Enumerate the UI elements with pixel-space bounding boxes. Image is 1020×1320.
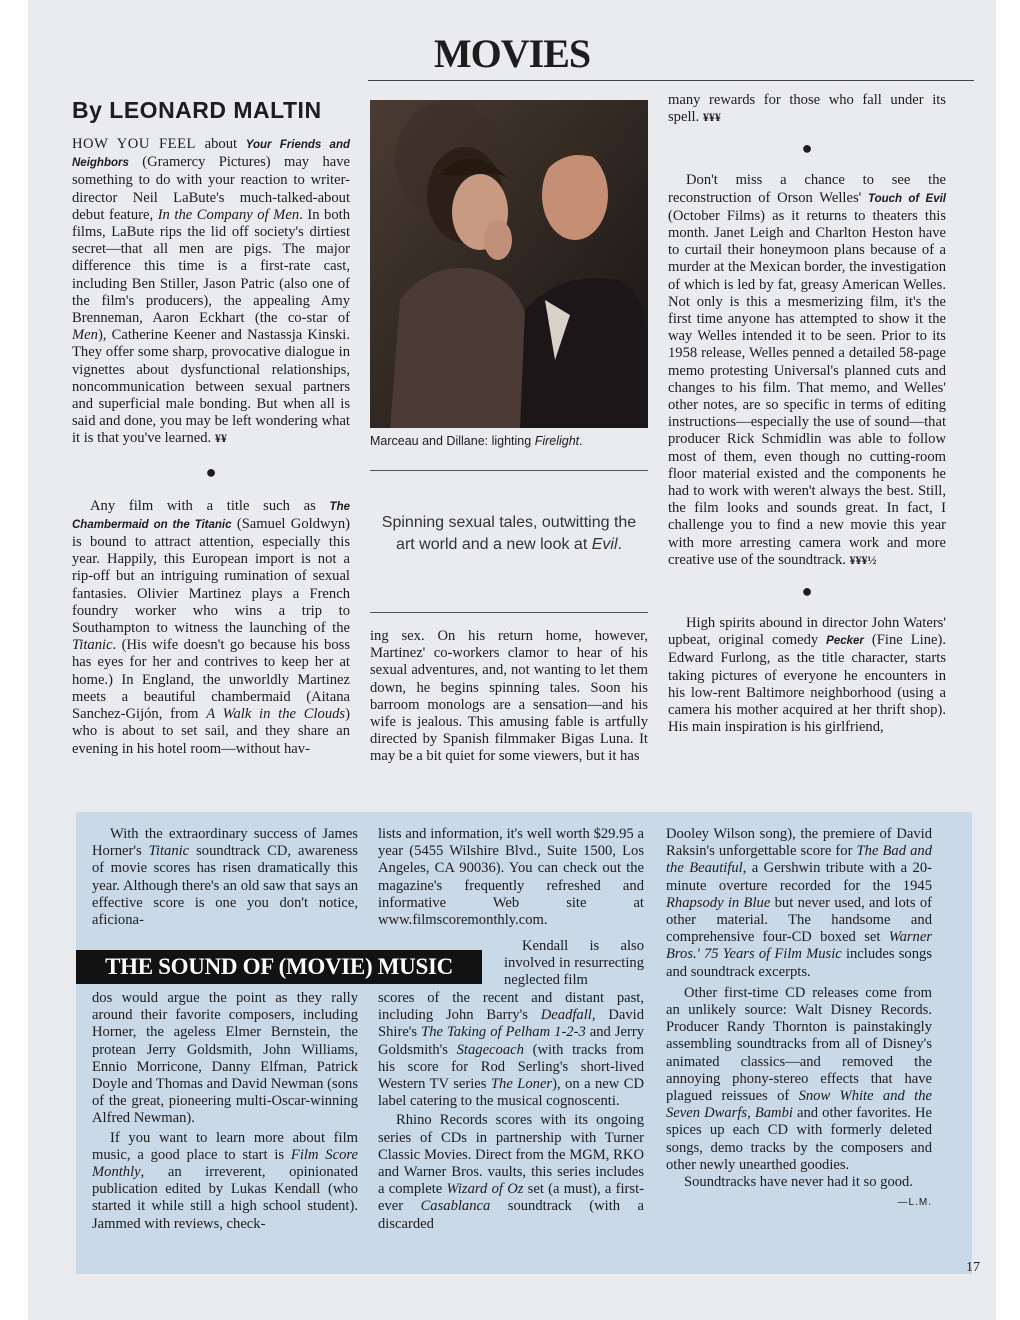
section-divider: ● bbox=[205, 461, 217, 482]
section-title: MOVIES bbox=[433, 31, 591, 76]
sidebar-paragraph: Kendall is also involved in resurrecting neglected film bbox=[504, 938, 644, 989]
film-still-image bbox=[370, 100, 648, 428]
column-left bbox=[72, 136, 350, 758]
sidebar-column-3 bbox=[666, 826, 932, 1211]
film-title: The Chambermaid on the Titanic bbox=[72, 500, 350, 531]
review-chambermaid-end: many rewards for those who fall under its spell. ¥¥¥ bbox=[668, 92, 946, 126]
review-chambermaid-continued: ing sex. On his return home, however, Martinez' co-workers clamor to hear of his sexual adventures, and, not wanting to let them down, he begins spinning tales. Soon his barroom monologs are a sensation—and his wife is jealous. This amusing fable is artfully directed by Spanish filmmaker Bigas Luna. It may be a bit quiet for some viewers, but it has bbox=[370, 628, 648, 765]
sidebar-column-1-lower bbox=[92, 990, 358, 1233]
sidebar-column-2-lower bbox=[378, 990, 644, 1233]
photo-caption: Marceau and Dillane: lighting Firelight. bbox=[370, 434, 583, 448]
sidebar-paragraph: If you want to learn more about film music, a good place to start is Film Score Monthly, an irreverent, opinionated publication edited by Lukas Kendall (who started it while still a high school student). Jammed with reviews, check- bbox=[92, 1129, 358, 1232]
section-divider: ● bbox=[801, 138, 813, 159]
header-rule bbox=[368, 80, 974, 81]
author-signature: —L.M. bbox=[897, 1197, 932, 1209]
review-chambermaid: Any film with a title such as The Chambermaid on the Titanic (Samuel Goldwyn) is bound to attract attention, especially this year. Happily, this European import is not a rip-off but an intriguing rumination of sexual fantasies. Olivier Martinez plays a French foundry worker who wins a trip to Southampton to witness the launching of the Titanic. (His wife doesn't go because his boss has eyes for her and contrives to keep her at home.) In England, the unworldly Martinez meets a beautiful chambermaid (Aitana Sanchez-Gijón, from A Walk in the Clouds) who is about to set sail, and they share an evening in his hotel room—without hav- bbox=[72, 497, 350, 757]
page-number: 17 bbox=[966, 1260, 980, 1275]
review-pecker: High spirits abound in director John Waters' upbeat, original comedy Pecker (Fine Line). Edward Furlong, as the title character, starts taking pictures of everyone he encounters in his low-rent Baltimore neighborhood (using a camera his mother acquired at her thrift shop). His main inspiration is his girlfriend, bbox=[668, 615, 946, 736]
film-title: Your Friends and Neighbors bbox=[72, 139, 350, 170]
film-still-photo bbox=[370, 100, 648, 428]
sidebar-headline: THE SOUND OF (MOVIE) MUSIC bbox=[76, 950, 482, 984]
byline: By LEONARD MALTIN bbox=[72, 97, 322, 123]
sidebar-paragraph: Rhino Records scores with its ongoing series of CDs in partnership with Turner Classic Movies. Direct from the MGM, RKO and Warner Bros. vaults, this series includes a complete Wizard of Oz set (a must), a first-ever Casablanca soundtrack (with a discarded bbox=[378, 1112, 645, 1232]
review-touch-of-evil: Don't miss a chance to see the reconstruction of Orson Welles' Touch of Evil (October Films) as it returns to theaters this month. Janet Leigh and Charlton Heston have to curtail their honeymoon plans because of a murder at the Mexican border, the investigation of which is led by fat, greasy American Welles. Not only is this a mesmerizing film, it's the first time anyone has attempted to show it the way Welles intended it to be seen. Prior to its 1958 release, Welles penned a detailed 58-page memo protesting Universal's planned cuts and changes to his film. That memo, and Welles' other notes, are so specific in terms of editing instructions—especially the use of sound—that producer Rick Schmidlin was able to follow most of them, even though no cutting-room floor material existed and the components he had to work with weren't always the best. Still, the film looks and sounds great. In fact, I challenge you to find a new movie this year with more arresting camera work and more creative use of the soundtrack. ¥¥¥½ bbox=[668, 172, 946, 568]
pull-quote: Spinning sexual tales, outwitting the art world and a new look at Evil. bbox=[381, 514, 637, 553]
lead-in: HOW YOU FEEL bbox=[72, 136, 196, 152]
sidebar-column-1 bbox=[92, 826, 358, 929]
pullquote-rule-bottom bbox=[370, 612, 648, 613]
film-title: Touch of Evil bbox=[868, 192, 946, 205]
sidebar-paragraph: scores of the recent and distant past, including John Barry's Deadfall, David Shire's The Taking of Pelham 1-2-3 and Jerry Goldsmith's Stagecoach (with tracks from his score for Rod Serling's short-lived Western TV series The Loner), on a new CD label catering to the musical cognoscenti. bbox=[378, 990, 645, 1110]
sidebar-column-2 bbox=[378, 826, 644, 929]
review-friends-and-neighbors: HOW YOU FEEL about Your Friends and Neighbors (Gramercy Pictures) may have something to do with your reaction to writer-director Neil LaBute's much-talked-about debut feature, In the Company of Men. In both films, LaBute rips the lid off society's dirtiest secret—that all men are pigs. The major difference this time is a first-rate cast, including Ben Stiller, Jason Patric (also one of the film's producers), the appealing Amy Brenneman, Aaron Eckhart (the co-star of Men), Catherine Keener and Nastassja Kinski. They offer some sharp, provocative dialogue in vignettes about dysfunctional relationships, noncommunication between sexual partners and superficial male bonding. But when all is said and done, you may be left wondering what it is that you've learned. ¥¥ bbox=[72, 136, 350, 447]
film-title: Pecker bbox=[826, 635, 864, 648]
rating-icon: ¥¥¥½ bbox=[849, 552, 877, 567]
sidebar-paragraph: Soundtracks have never had it so good. —L.M. bbox=[666, 1174, 932, 1191]
pullquote-rule-top bbox=[370, 470, 648, 471]
sidebar-paragraph: lists and information, it's well worth $29.95 a year (5455 Wilshire Blvd., Suite 1500, Los Angeles, CA 90036). You can check out the magazine's frequently refreshed and informative Web site at www.filmscoremonthly.com. bbox=[378, 826, 644, 929]
column-middle-continuation bbox=[370, 628, 648, 766]
column-right bbox=[668, 92, 946, 737]
sidebar-paragraph: dos would argue the point as they rally around their favorite composers, including Horner, the ageless Elmer Bernstein, the protean Jerry Goldsmith, John Williams, Ennio Morricone, Danny Elfman, Patrick Doyle and Thomas and David Newman (sons of the great, pioneering multi-Oscar-winning Alfred Newman). bbox=[92, 990, 358, 1127]
rating-icon: ¥¥ bbox=[214, 431, 227, 446]
sidebar-paragraph: Dooley Wilson song), the premiere of David Raksin's unforgettable score for The Bad and the Beautiful, a Gershwin tribute with a 20-minute overture recorded for the 1945 Rhapsody in Blue but never used, and lots of other material. The handsome and comprehensive four-CD boxed set Warner Bros.' 75 Years of Film Music includes songs and soundtrack excerpts. bbox=[666, 826, 932, 980]
sidebar-column-2-wrap bbox=[504, 938, 644, 990]
sidebar-paragraph: Other first-time CD releases come from an unlikely source: Walt Disney Records. Producer Randy Thornton is painstakingly assembling soundtracks from all of Disney's animated classics—and removed the annoying phony-stereo effects that have plagued reissues of Snow White and the Seven Dwarfs, Bambi and other favorites. He spices up each CD with formerly deleted songs, demo tracks by the composers and other newly unearthed goodies. bbox=[666, 984, 933, 1173]
rating-icon: ¥¥¥ bbox=[702, 110, 721, 125]
magazine-page bbox=[28, 0, 996, 1320]
section-divider: ● bbox=[801, 581, 813, 602]
sidebar-paragraph: With the extraordinary success of James Horner's Titanic soundtrack CD, awareness of movie scores has risen dramatically this year. Although there's an old saw that says an effective score is one you don't notice, aficiona- bbox=[92, 826, 358, 929]
